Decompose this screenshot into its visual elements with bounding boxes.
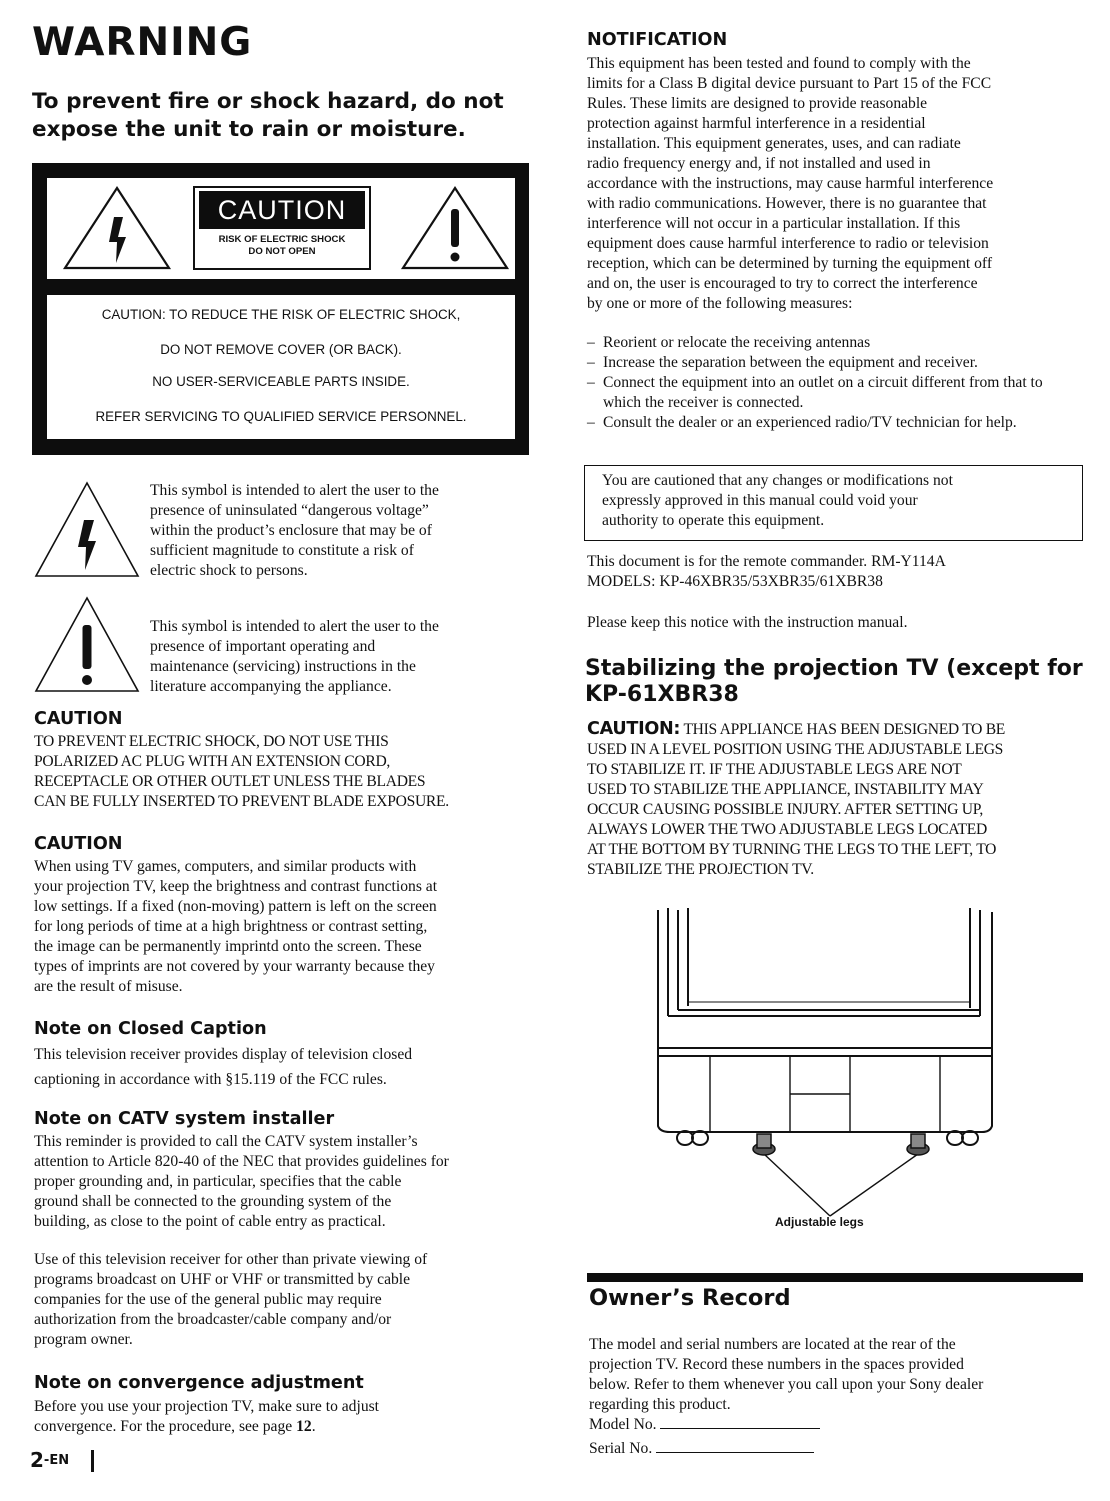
text-line: This equipment has been tested and found to comply with the — [587, 55, 971, 72]
stabilizing-caution-label: CAUTION: — [587, 719, 681, 739]
section-divider-bar — [587, 1273, 1083, 1282]
text-line: You are cautioned that any changes or modifications not — [602, 472, 953, 489]
text-line: within the product’s enclosure that may be of — [150, 522, 432, 539]
exclamation-warning-icon — [400, 185, 510, 271]
owners-record-heading: Owner’s Record — [589, 1285, 791, 1311]
text-line: presence of important operating and — [150, 638, 376, 655]
figure-caption: Adjustable legs — [775, 1215, 864, 1229]
document-info — [587, 552, 1087, 592]
page-marker-bar — [91, 1450, 94, 1472]
catv-title: Note on CATV system installer — [34, 1109, 335, 1129]
caution-box-line: REFER SERVICING TO QUALIFIED SERVICE PERSONNEL. — [95, 409, 467, 424]
keep-notice: Please keep this notice with the instruction manual. — [587, 614, 908, 631]
text-line: authorization from the broadcaster/cable company and/or — [34, 1311, 392, 1328]
text-line: with radio communications. However, there is no guarantee that — [587, 195, 987, 212]
closed-caption-title: Note on Closed Caption — [34, 1019, 267, 1039]
model-number-field — [589, 1415, 820, 1435]
caution1-title: CAUTION — [34, 709, 123, 729]
caution-box-line: CAUTION: TO REDUCE THE RISK OF ELECTRIC SHOCK, — [101, 307, 461, 322]
catv-text — [34, 1132, 539, 1232]
text-line: This document is for the remote commander. RM-Y114A — [587, 553, 946, 570]
list-item: – Reorient or relocate the receiving antennas — [587, 333, 1077, 353]
serial-number-label: Serial No. — [589, 1440, 653, 1457]
list-item-text: Increase the separation between the equipment and receiver. — [603, 354, 978, 371]
projection-tv-illustration — [640, 898, 1030, 1218]
text-line: ALWAYS LOWER THE TWO ADJUSTABLE LEGS LOCATED — [587, 821, 987, 838]
text-line: The model and serial numbers are located at the rear of the — [589, 1336, 956, 1353]
text-line: accordance with the instructions, may cause harmful interference — [587, 175, 994, 192]
text-line: the image can be permanently imprintd onto the screen. These — [34, 938, 422, 955]
text-line: CAN BE FULLY INSERTED TO PREVENT BLADE EXPOSURE. — [34, 793, 449, 810]
closed-caption-text — [34, 1042, 539, 1092]
caution2-title: CAUTION — [34, 834, 123, 854]
list-item: – Increase the separation between the equipment and receiver. — [587, 353, 1077, 373]
text-line: This symbol is intended to alert the user to the — [150, 618, 439, 635]
stabilizing-heading: Stabilizing the projection TV (except for KP-61XBR38 — [585, 656, 1083, 707]
text-line: TO PREVENT ELECTRIC SHOCK, DO NOT USE THIS — [34, 733, 389, 750]
text-line: This television receiver provides display of television closed — [34, 1046, 413, 1063]
text-line: building, as close to the point of cable entry as practical. — [34, 1213, 386, 1230]
text-line: This reminder is provided to call the CATV system installer’s — [34, 1133, 418, 1150]
lightning-warning-icon — [33, 480, 141, 580]
text-line: electric shock to persons. — [150, 562, 308, 579]
symbol1-description — [150, 481, 530, 581]
text-line: proper grounding and, in particular, specifies that the cable — [34, 1173, 402, 1190]
caution-label-subtitle — [199, 234, 365, 258]
text-line: programs broadcast on UHF or VHF or transmitted by cable — [34, 1271, 411, 1288]
notification-text — [587, 54, 1087, 314]
text-line: RECEPTACLE OR OTHER OUTLET UNLESS THE BLADES — [34, 773, 426, 790]
text-line: Use of this television receiver for other than private viewing of — [34, 1251, 428, 1268]
caution1-text — [34, 732, 534, 812]
text-line: maintenance (servicing) instructions in the — [150, 658, 416, 675]
text-segment: THIS APPLIANCE HAS BEEN DESIGNED TO BE — [680, 721, 1006, 738]
owners-record-text — [589, 1335, 1089, 1415]
list-item-text: Reorient or relocate the receiving antennas — [603, 334, 871, 351]
caution2-text — [34, 857, 539, 997]
model-number-label: Model No. — [589, 1416, 657, 1433]
caution-label-title: CAUTION — [199, 191, 365, 229]
text-line: radio frequency energy and, if not installed and used in — [587, 155, 931, 172]
text-line: literature accompanying the appliance. — [150, 678, 392, 695]
text-line: TO STABILIZE IT. IF THE ADJUSTABLE LEGS ARE NOT — [587, 761, 962, 778]
warning-title: WARNING — [32, 20, 253, 65]
text-line: regarding this product. — [589, 1396, 731, 1413]
text-line: protection against harmful interference in a residential — [587, 115, 926, 132]
lightning-warning-icon — [62, 185, 172, 271]
list-item-text: Connect the equipment into an outlet on a circuit different from that to which the receiver is connected. — [603, 374, 1043, 411]
page-number-suffix: -EN — [43, 1453, 70, 1468]
text-line: Rules. These limits are designed to provide reasonable — [587, 95, 928, 112]
caution-box-line: NO USER-SERVICEABLE PARTS INSIDE. — [152, 374, 410, 389]
text-line: USED TO STABILIZE THE APPLIANCE, INSTABILITY MAY — [587, 781, 984, 798]
list-item-text: Consult the dealer or an experienced radio/TV technician for help. — [603, 414, 1017, 431]
text-line: interference will not occur in a particular installation. If this — [587, 215, 961, 232]
model-number-line[interactable] — [660, 1415, 820, 1429]
text-line: STABILIZE THE PROJECTION TV. — [587, 861, 814, 878]
page-number-digit: 2 — [30, 1448, 44, 1472]
text-line: This symbol is intended to alert the user to the — [150, 482, 439, 499]
text-line: program owner. — [34, 1331, 133, 1348]
text-line: USED IN A LEVEL POSITION USING THE ADJUSTABLE LEGS — [587, 741, 1004, 758]
serial-number-field — [589, 1439, 814, 1459]
list-item: – Consult the dealer or an experienced radio/TV technician for help. — [587, 413, 1077, 433]
text-line: sufficient magnitude to constitute a risk of — [150, 542, 414, 559]
text-line: expressly approved in this manual could void your — [602, 492, 918, 509]
text-line: ground shall be connected to the grounding system of the — [34, 1193, 392, 1210]
text-line: projection TV. Record these numbers in the spaces provided — [589, 1356, 964, 1373]
text-line: are the result of misuse. — [34, 978, 183, 995]
text-line: Before you use your projection TV, make sure to adjust — [34, 1398, 380, 1415]
notification-title: NOTIFICATION — [587, 30, 728, 50]
text-line: below. Refer to them whenever you call upon your Sony dealer — [589, 1376, 984, 1393]
text-line: low settings. If a fixed (non-moving) pattern is left on the screen — [34, 898, 437, 915]
fcc-caution-text — [602, 471, 1072, 531]
text-line: limits for a Class B digital device pursuant to Part 15 of the FCC — [587, 75, 992, 92]
text-line: reception, which can be determined by turning the equipment off — [587, 255, 993, 272]
text-line: companies for the use of the general public may require — [34, 1291, 382, 1308]
text-segment: convergence. For the procedure, see page — [34, 1418, 297, 1435]
text-line: When using TV games, computers, and similar products with — [34, 858, 417, 875]
text-line: installation. This equipment generates, uses, and can radiate — [587, 135, 961, 152]
text-line: equipment does cause harmful interference to radio or television — [587, 235, 989, 252]
list-item: – Connect the equipment into an outlet on a circuit different from that to which the receiver is connected. — [587, 373, 1067, 413]
serial-number-line[interactable] — [656, 1439, 814, 1453]
use-restriction-text — [34, 1250, 539, 1350]
exclamation-warning-icon — [33, 595, 141, 695]
caution-box-line: DO NOT REMOVE COVER (OR BACK). — [160, 342, 402, 357]
hazard-heading: To prevent fire or shock hazard, do not expose the unit to rain or moisture. — [32, 89, 504, 142]
convergence-title: Note on convergence adjustment — [34, 1373, 364, 1393]
text-line: by one or more of the following measures: — [587, 295, 853, 312]
text-line: and on, the user is encouraged to try to correct the interference — [587, 275, 978, 292]
text-line: attention to Article 820-40 of the NEC that provides guidelines for — [34, 1153, 449, 1170]
text-line: for long periods of time at a high brightness or contrast setting, — [34, 918, 428, 935]
page-number — [30, 1448, 69, 1472]
convergence-text — [34, 1397, 539, 1437]
page-reference[interactable]: 12 — [296, 1418, 312, 1435]
text-line: captioning in accordance with §15.119 of the FCC rules. — [34, 1071, 387, 1088]
text-line: OCCUR CAUSING POSSIBLE INJURY. AFTER SETTING UP, — [587, 801, 984, 818]
text-line: MODELS: KP-46XBR35/53XBR35/61XBR38 — [587, 573, 883, 590]
text-line: POLARIZED AC PLUG WITH AN EXTENSION CORD, — [34, 753, 391, 770]
text-line: AT THE BOTTOM BY TURNING THE LEGS TO THE LEFT, TO — [587, 841, 997, 858]
caution-label-line2: DO NOT OPEN — [248, 246, 316, 257]
symbol2-description — [150, 617, 530, 697]
stabilizing-caution-text — [587, 719, 1087, 880]
caution-label-line1: RISK OF ELECTRIC SHOCK — [218, 234, 346, 245]
text-line: types of imprints are not covered by your warranty because they — [34, 958, 435, 975]
text-line: your projection TV, keep the brightness and contrast functions at — [34, 878, 438, 895]
text-line: presence of uninsulated “dangerous voltage” — [150, 502, 429, 519]
text-line — [587, 719, 1087, 740]
text-line: convergence. For the procedure, see page 12. — [34, 1418, 316, 1435]
text-line: authority to operate this equipment. — [602, 512, 825, 529]
